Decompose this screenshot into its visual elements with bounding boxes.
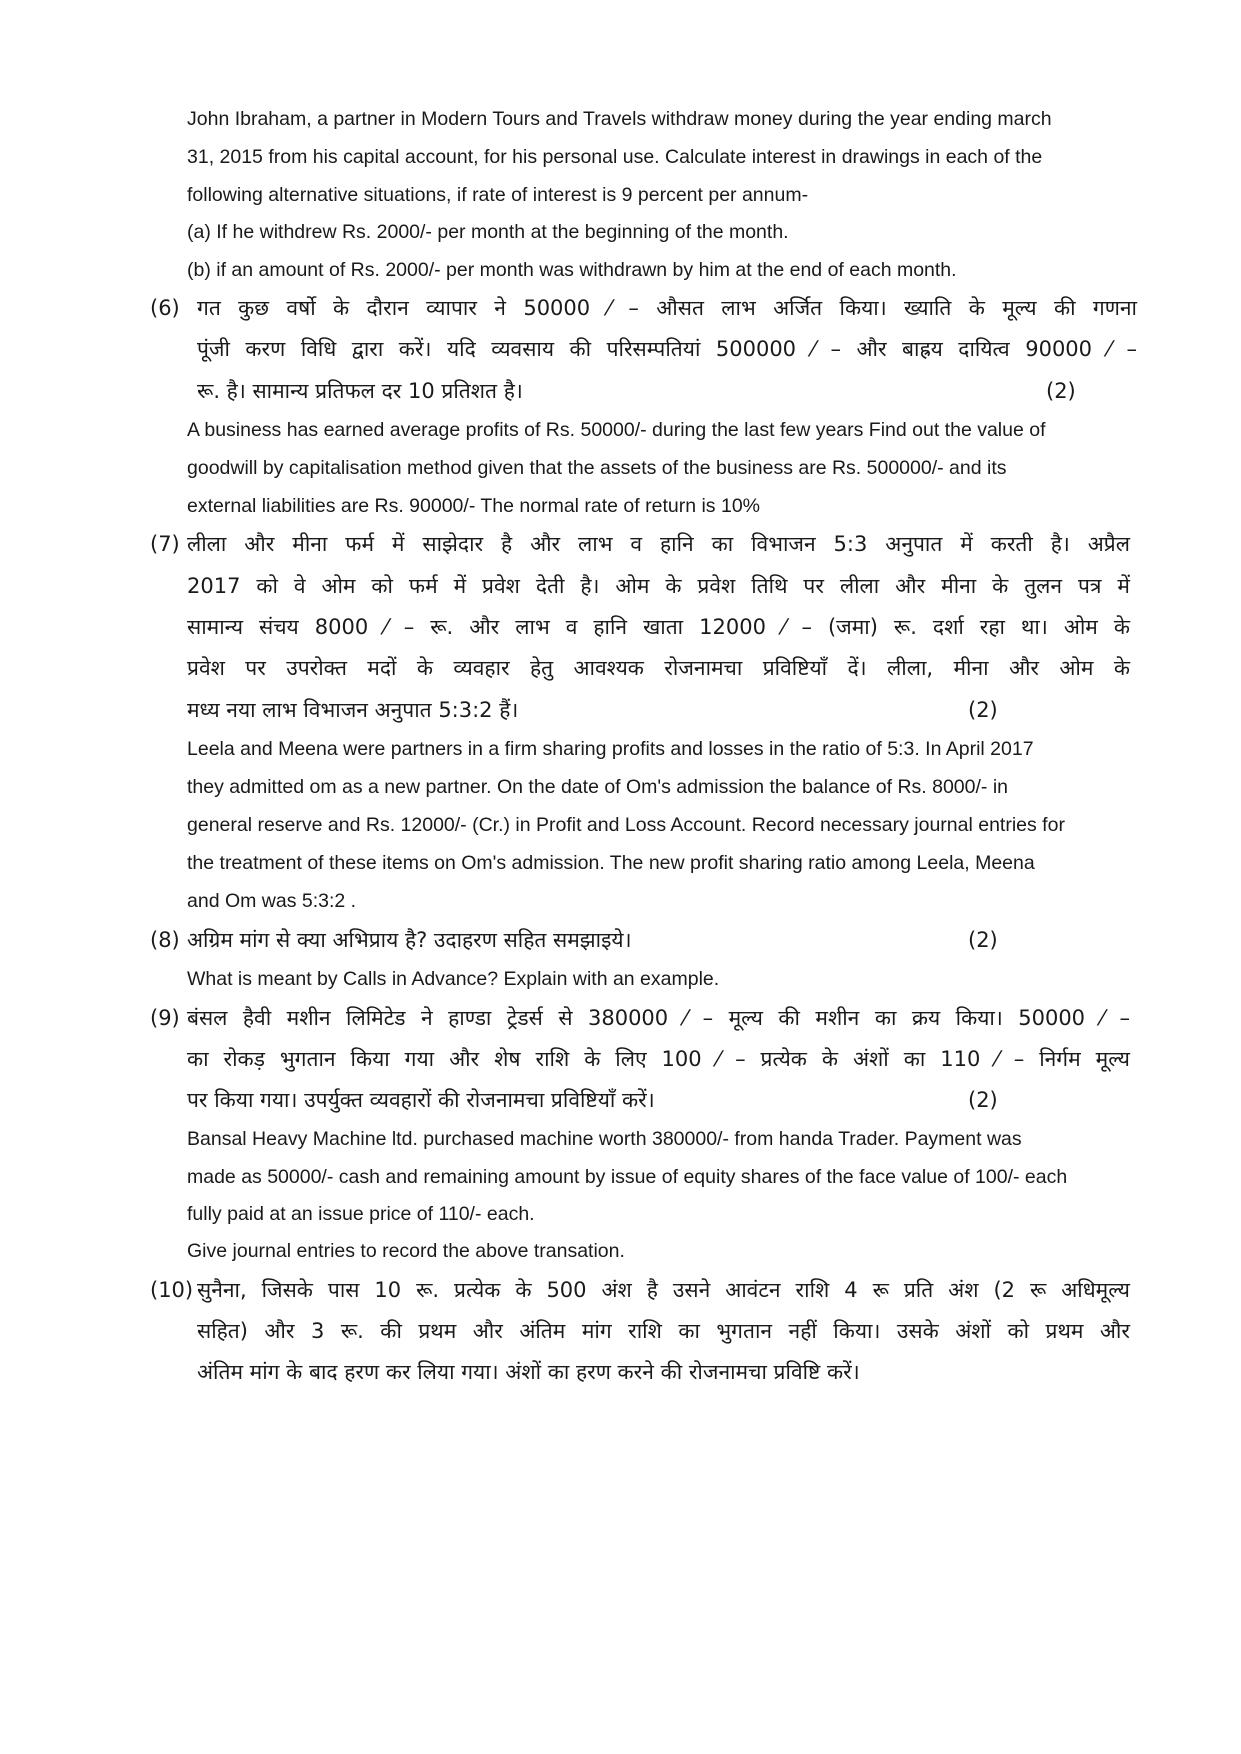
q8-en-line: What is meant by Calls in Advance? Explain with an example. [187,968,720,990]
q7-en-line: and Om was 5:3:2 . [187,890,357,912]
q5-en-line: 31, 2015 from his capital account, for his personal use. Calculate interest in drawings in each of the [187,146,1043,168]
q6-hi-line: रू. है। सामान्य प्रतिफल दर 10 प्रतिशत है। [197,379,523,403]
q9-hi-line: पर किया गया। उपर्युक्त व्यवहारों की रोजनामचा प्रविष्टियाँ करें। [187,1088,655,1112]
q7-hi-line: 2017 को वे ओम को फर्म में प्रवेश देती है। ओम के प्रवेश तिथि पर लीला और मीना के तुलन पत्र में [187,574,1130,598]
q5-en-line: John Ibraham, a partner in Modern Tours and Travels withdraw money during the year ending march [187,108,1052,130]
question-number-8: (8) [150,928,180,952]
q7-en-line: general reserve and Rs. 12000/- (Cr.) in Profit and Loss Account. Record necessary journal entries for [187,814,1065,836]
q7-en-line: Leela and Meena were partners in a firm sharing profits and losses in the ratio of 5:3. In April 2017 [187,738,1034,760]
q10-hi-line: अंतिम मांग के बाद हरण कर लिया गया। अंशों का हरण करने की रोजनामचा प्रविष्टि करें। [197,1360,860,1384]
q6-en-line: goodwill by capitalisation method given that the assets of the business are Rs. 500000/- and its [187,457,1007,479]
q7-hi-line: लीला और मीना फर्म में साझेदार है और लाभ व हानि का विभाजन 5:3 अनुपात में करती है। अप्रैल [187,532,1130,556]
q10-hi-line: सुनैना, जिसके पास 10 रू. प्रत्येक के 500 अंश है उसने आवंटन राशि 4 रू प्रति अंश (2 रू अधिमूल्य [197,1278,1130,1302]
question-number-10: (10) [150,1278,194,1302]
q6-en-line: external liabilities are Rs. 90000/- The normal rate of return is 10% [187,495,761,517]
q6-en-line: A business has earned average profits of Rs. 50000/- during the last few years Find out the value of [187,419,1046,441]
q5-option-a: (a) If he withdrew Rs. 2000/- per month at the beginning of the month. [187,221,789,243]
q5-en-line: following alternative situations, if rate of interest is 9 percent per annum- [187,184,809,206]
q7-en-line: the treatment of these items on Om's admission. The new profit sharing ratio among Leela, Meena [187,852,1035,874]
q6-hi-line: गत कुछ वर्षो के दौरान व्यापार ने 50000 ⁄ – औसत लाभ अर्जित किया। ख्याति के मूल्य की गणना [197,296,1137,320]
q9-hi-line: का रोकड़ भुगतान किया गया और शेष राशि के लिए 100 ⁄ – प्रत्येक के अंशों का 110 ⁄ – निर्गम मूल्य [187,1047,1130,1071]
q8-marks: (2) [968,928,998,952]
q9-en-line: made as 50000/- cash and remaining amount by issue of equity shares of the face value of 100/- each [187,1166,1068,1188]
q7-hi-line: सामान्य संचय 8000 ⁄ – रू. और लाभ व हानि खाता 12000 ⁄ – (जमा) रू. दर्शा रहा था। ओम के [187,615,1130,639]
question-number-9: (9) [150,1006,180,1030]
q9-en-line: Give journal entries to record the above transation. [187,1240,625,1262]
q5-option-b: (b) if an amount of Rs. 2000/- per month was withdrawn by him at the end of each month. [187,259,957,281]
q8-hi-line: अग्रिम मांग से क्या अभिप्राय है? उदाहरण सहित समझाइये। [187,928,632,952]
q6-hi-line: पूंजी करण विधि द्वारा करें। यदि व्यवसाय की परिसम्पतियां 500000 ⁄ – और बाह्रय दायित्व 90000 ⁄ – [197,337,1137,361]
q9-en-line: Bansal Heavy Machine ltd. purchased machine worth 380000/- from handa Trader. Payment was [187,1128,1022,1150]
question-number-7: (7) [150,532,180,556]
question-number-6: (6) [150,296,180,320]
q7-en-line: they admitted om as a new partner. On the date of Om's admission the balance of Rs. 8000/- in [187,776,1008,798]
q6-marks: (2) [1046,379,1076,403]
q7-hi-line: प्रवेश पर उपरोक्त मदों के व्यवहार हेतु आवश्यक रोजनामचा प्रविष्टियाँ दें। लीला, मीना और ओम के [187,656,1130,680]
q9-en-line: fully paid at an issue price of 110/- each. [187,1203,535,1225]
q10-hi-line: सहित) और 3 रू. की प्रथम और अंतिम मांग राशि का भुगतान नहीं किया। उसके अंशों को प्रथम और [197,1319,1130,1343]
q9-hi-line: बंसल हैवी मशीन लिमिटेड ने हाण्डा ट्रेडर्स से 380000 ⁄ – मूल्य की मशीन का क्रय किया। 50000 ⁄ – [187,1006,1130,1030]
q9-marks: (2) [968,1088,998,1112]
q7-hi-line: मध्य नया लाभ विभाजन अनुपात 5:3:2 हैं। [187,698,519,722]
q7-marks: (2) [968,698,998,722]
